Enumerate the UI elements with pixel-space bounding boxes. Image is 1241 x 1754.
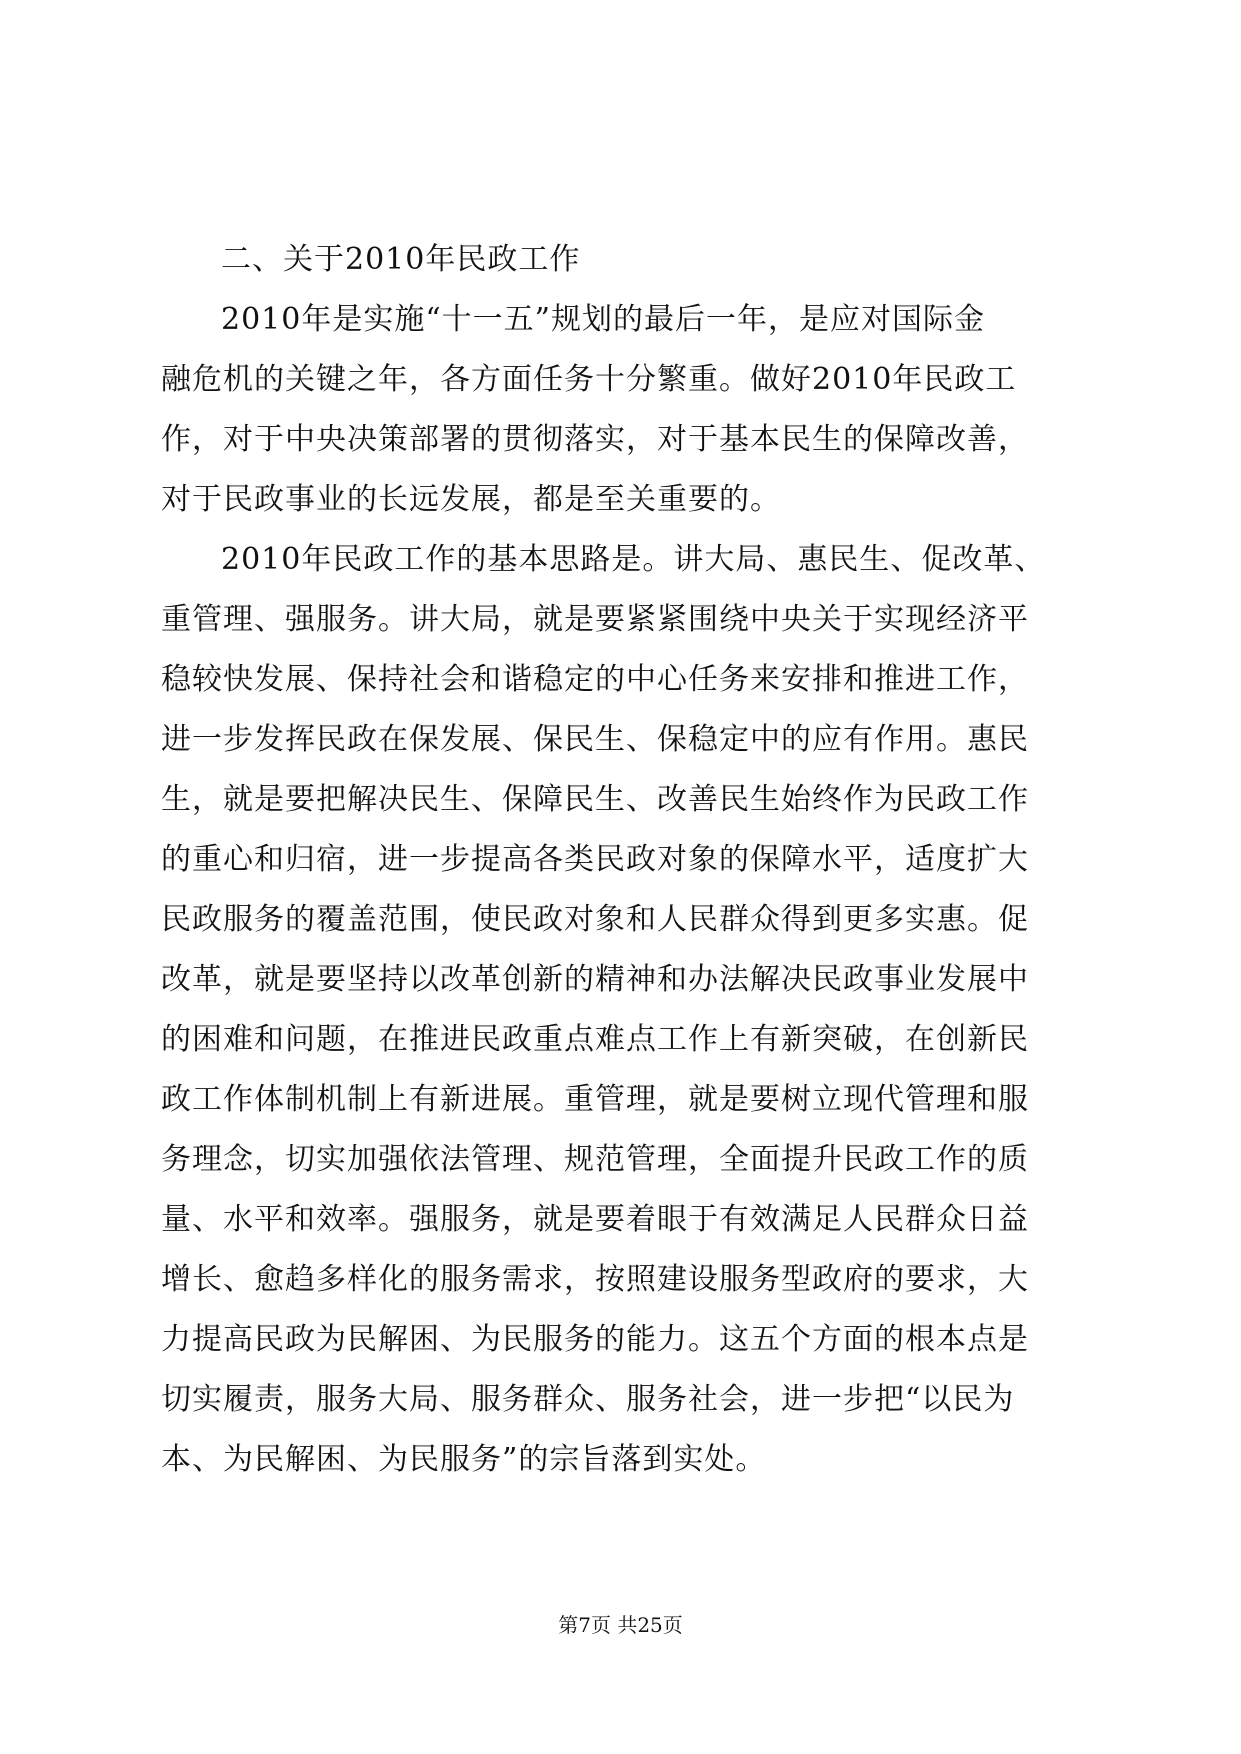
paragraph-line: 的重心和归宿，进一步提高各类民政对象的保障水平，适度扩大 xyxy=(161,842,1029,877)
document-body xyxy=(161,230,1079,1490)
paragraph-line: 融危机的关键之年，各方面任务十分繁重。做好2010年民政工 xyxy=(161,362,1017,397)
paragraph-line: 切实履责，服务大局、服务群众、服务社会，进一步把“以民为 xyxy=(161,1382,1015,1417)
paragraph-line: 2010年民政工作的基本思路是。讲大局、惠民生、促改革、 xyxy=(221,542,1046,577)
paragraph-line: 改革，就是要坚持以改革创新的精神和办法解决民政事业发展中 xyxy=(161,962,1029,997)
paragraph-line: 进一步发挥民政在保发展、保民生、保稳定中的应有作用。惠民 xyxy=(161,722,1029,757)
paragraph-line: 政工作体制机制上有新进展。重管理，就是要树立现代管理和服 xyxy=(161,1082,1029,1117)
paragraph-line: 增长、愈趋多样化的服务需求，按照建设服务型政府的要求，大 xyxy=(161,1262,1029,1297)
paragraph-list xyxy=(161,290,1079,1490)
page-footer: 第7页 共25页 xyxy=(558,1613,683,1637)
paragraph-line: 重管理、强服务。讲大局，就是要紧紧围绕中央关于实现经济平 xyxy=(161,602,1029,637)
paragraph-line: 2010年是实施“十一五”规划的最后一年，是应对国际金 xyxy=(221,302,986,337)
paragraph-line: 作，对于中央决策部署的贯彻落实，对于基本民生的保障改善， xyxy=(161,422,1029,457)
paragraph xyxy=(161,290,1079,530)
paragraph-line: 对于民政事业的长远发展，都是至关重要的。 xyxy=(161,482,781,517)
paragraph-line: 生，就是要把解决民生、保障民生、改善民生始终作为民政工作 xyxy=(161,782,1029,817)
paragraph-line: 务理念，切实加强依法管理、规范管理，全面提升民政工作的质 xyxy=(161,1142,1029,1177)
paragraph-line: 稳较快发展、保持社会和谐稳定的中心任务来安排和推进工作， xyxy=(161,662,1029,697)
paragraph-line: 民政服务的覆盖范围，使民政对象和人民群众得到更多实惠。促 xyxy=(161,902,1029,937)
paragraph-line: 量、水平和效率。强服务，就是要着眼于有效满足人民群众日益 xyxy=(161,1202,1029,1237)
paragraph-line: 的困难和问题，在推进民政重点难点工作上有新突破，在创新民 xyxy=(161,1022,1029,1057)
paragraph-line: 力提高民政为民解困、为民服务的能力。这五个方面的根本点是 xyxy=(161,1322,1029,1357)
section-heading: 二、关于2010年民政工作 xyxy=(221,242,581,277)
paragraph xyxy=(161,530,1079,1490)
paragraph-line: 本、为民解困、为民服务”的宗旨落到实处。 xyxy=(161,1442,767,1477)
